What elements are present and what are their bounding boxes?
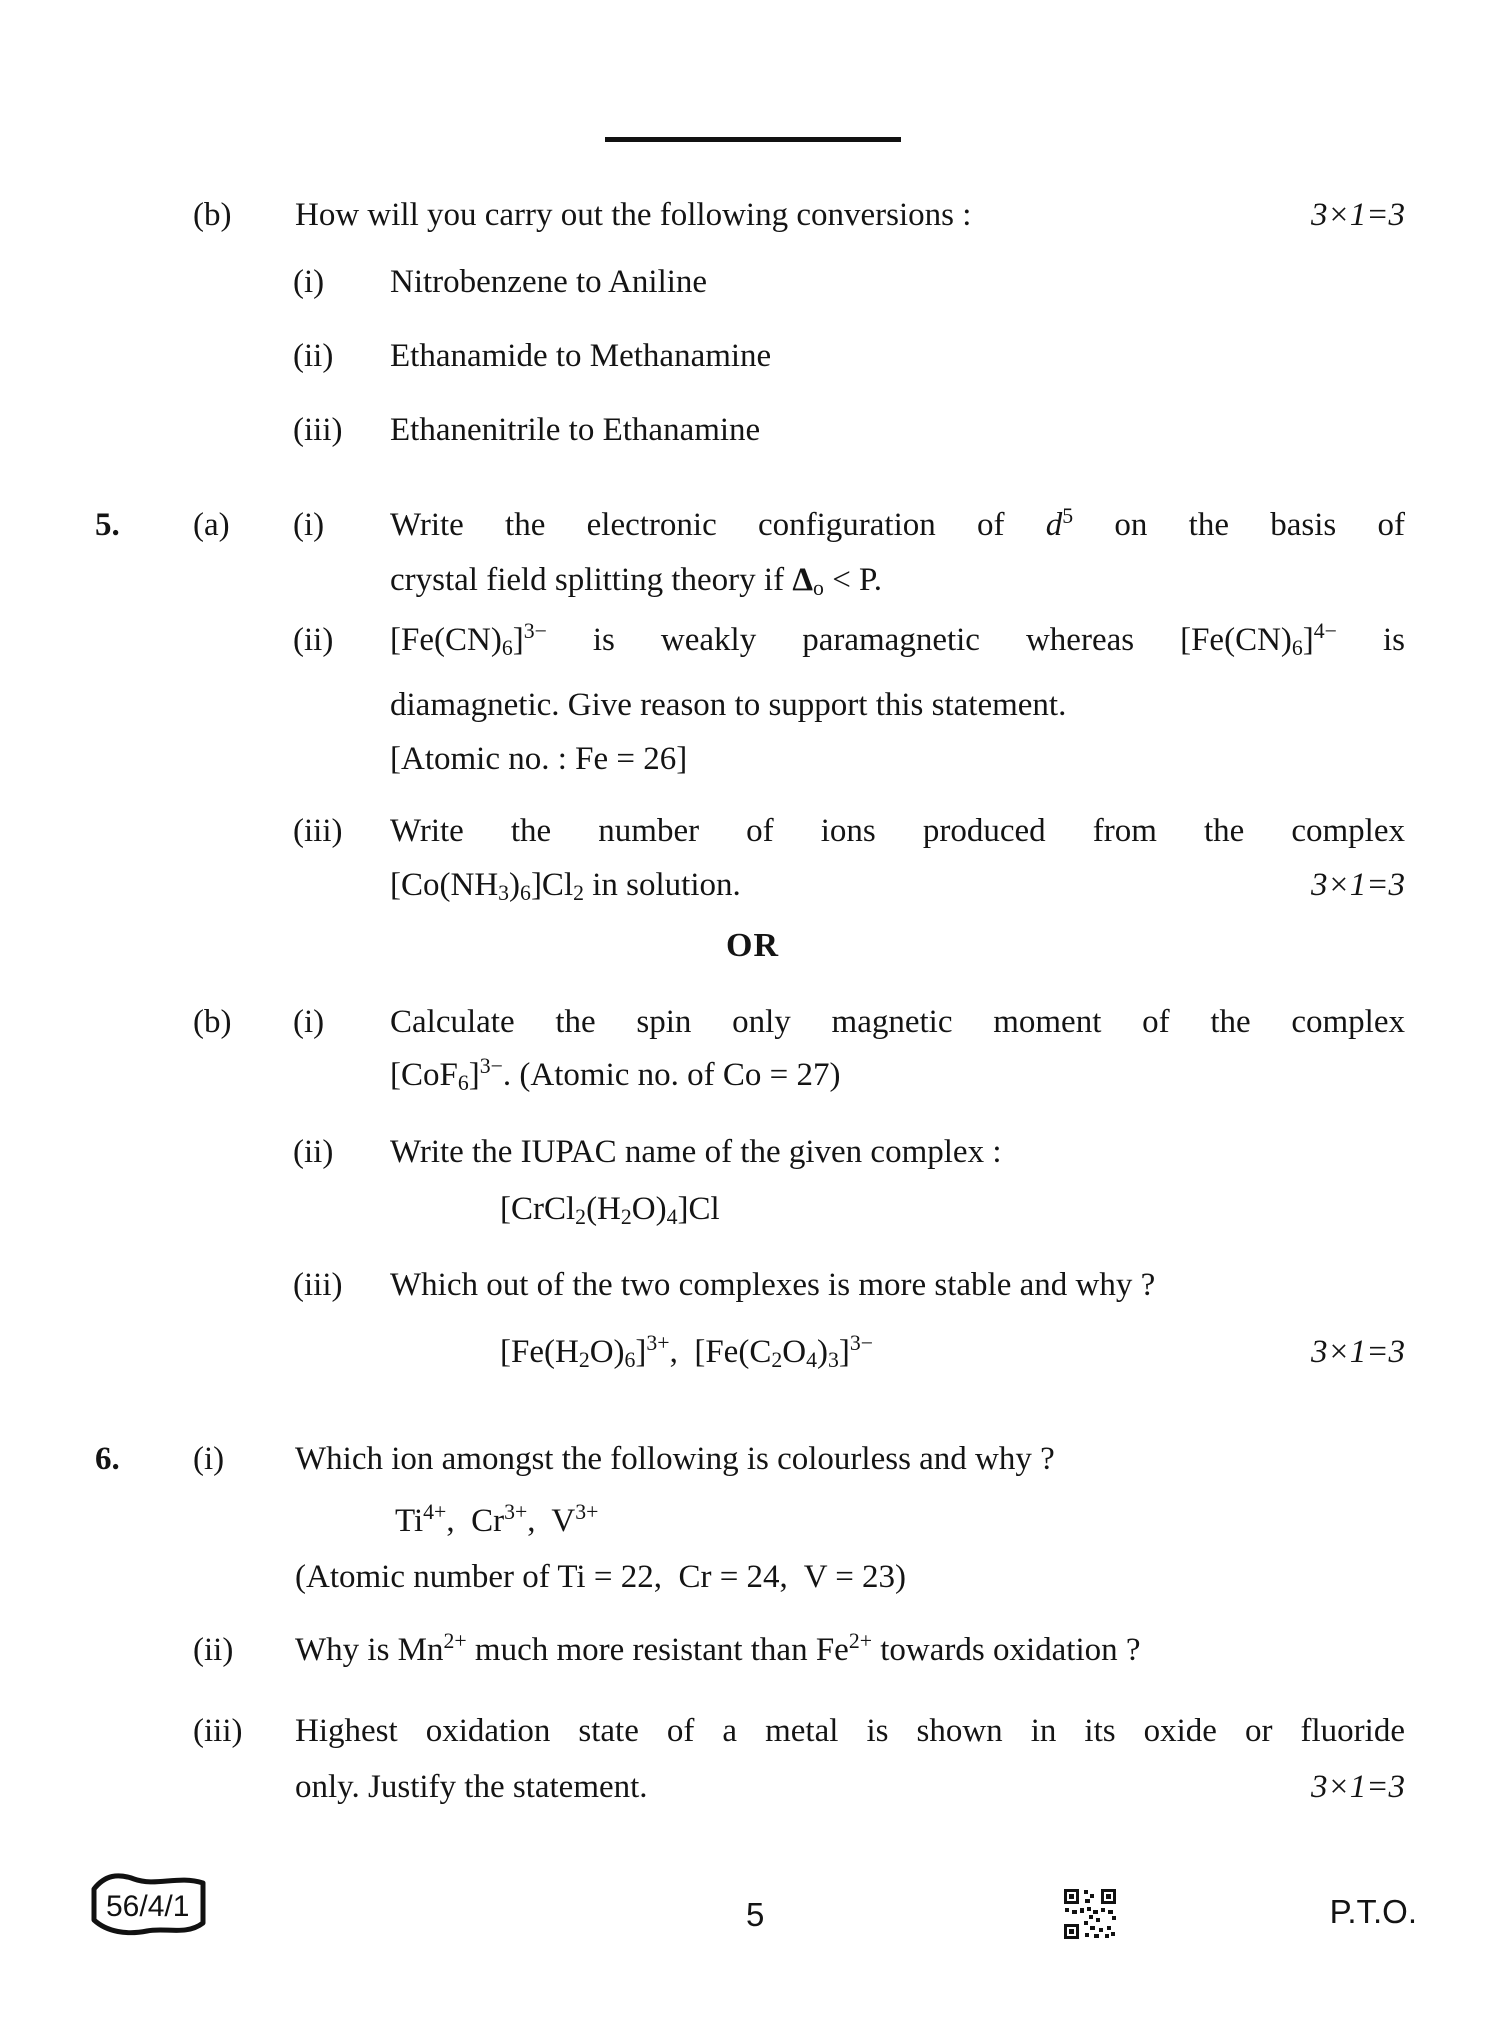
part-label: (a) (193, 507, 230, 543)
item-text: Which ion amongst the following is colourless and why ? (295, 1441, 1055, 1477)
item-label: (iii) (293, 813, 343, 849)
marks-label: 3×1=3 (1310, 1769, 1405, 1805)
page-number: 5 (746, 1896, 765, 1933)
item-text: Calculate the spin only magnetic moment of the complex (390, 1004, 1405, 1040)
item-text: $[Co(NH_3)_6]Cl_2$ in solution. (390, 867, 741, 906)
item-text: [Atomic no. : Fe = 26] (390, 741, 688, 777)
formula: $Ti^{4+}$, $Cr^{3+}$, $V^{3+}$ (395, 1500, 599, 1539)
paper-code-flag (85, 1868, 215, 1948)
item-text: Highest oxidation state of a metal is shown in its oxide or fluoride (295, 1713, 1405, 1749)
item-label: (i) (293, 1004, 325, 1040)
item-label: (i) (293, 264, 325, 300)
item-text: Which out of the two complexes is more stable and why ? (390, 1267, 1156, 1303)
question-number: 5. (95, 507, 120, 543)
question-number: 6. (95, 1441, 120, 1477)
marks-label: 3×1=3 (1310, 197, 1405, 233)
item-text: $[Fe(CN)_6]^{3-}$ is weakly paramagnetic whereas $[Fe(CN)_6]^{4-}$ is (390, 619, 1405, 661)
item-text: Write the IUPAC name of the given complex : (390, 1134, 1002, 1170)
item-label: (iii) (293, 1267, 343, 1303)
marks-label: 3×1=3 (1310, 867, 1405, 903)
part-label: (b) (193, 1004, 232, 1040)
item-text: Write the number of ions produced from the complex (390, 813, 1405, 849)
item-text: (Atomic number of Ti = 22, Cr = 24, V = 23) (295, 1559, 907, 1595)
item-label: (i) (193, 1441, 225, 1477)
item-text: diamagnetic. Give reason to support this statement. (390, 687, 1067, 723)
item-text: Ethanenitrile to Ethanamine (390, 412, 761, 448)
item-text: Why is $Mn^{2+}$ much more resistant than $Fe^{2+}$ towards oxidation ? (295, 1629, 1141, 1668)
item-label: (i) (293, 507, 325, 543)
item-label: (iii) (193, 1713, 243, 1749)
item-label: (ii) (293, 622, 334, 658)
paper-code: 56/4/1 (106, 1890, 190, 1923)
item-label: (iii) (293, 412, 343, 448)
formula: $[CrCl_2(H_2O)_4]Cl$ (500, 1191, 720, 1230)
qr-code (1063, 1888, 1117, 1940)
item-text: Nitrobenzene to Aniline (390, 264, 708, 300)
pto-label: P.T.O. (1329, 1893, 1417, 1930)
item-label: (ii) (293, 338, 334, 374)
item-text: only. Justify the statement. (295, 1769, 648, 1805)
marks-label: 3×1=3 (1310, 1334, 1405, 1370)
item-text: crystal field splitting theory if $\Delta_o < P$. (390, 562, 882, 601)
formula: $[Fe(H_2O)_6]^{3+}$, $[Fe(C_2O_4)_3]^{3-}$ (500, 1331, 874, 1373)
item-label: (ii) (193, 1632, 234, 1668)
top-divider (605, 137, 901, 142)
item-text: Ethanamide to Methanamine (390, 338, 772, 374)
question-text: How will you carry out the following conversions : (295, 197, 972, 233)
item-text: $[CoF_6]^{3-}$. (Atomic no. of Co = 27) (390, 1054, 841, 1096)
part-label: (b) (193, 197, 232, 233)
or-separator: OR (726, 927, 779, 964)
item-label: (ii) (293, 1134, 334, 1170)
item-text: Write the electronic configuration of $d^5$ on the basis of (390, 504, 1405, 543)
